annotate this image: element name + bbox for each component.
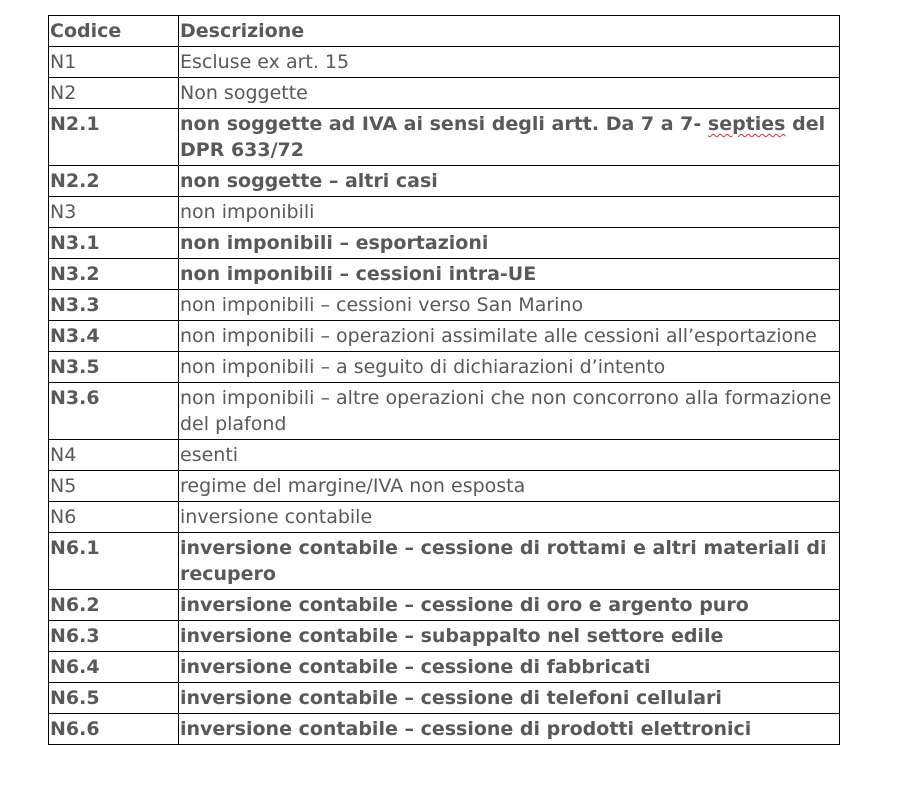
table-row bbox=[49, 321, 840, 352]
description-cell: Escluse ex art. 15 bbox=[179, 47, 840, 78]
code-cell: N3.6 bbox=[49, 383, 179, 440]
header-row bbox=[49, 16, 840, 47]
table-row bbox=[49, 78, 840, 109]
code-cell: N2 bbox=[49, 78, 179, 109]
table-row bbox=[49, 47, 840, 78]
code-cell: N6.4 bbox=[49, 652, 179, 683]
code-cell: N3.4 bbox=[49, 321, 179, 352]
table-row bbox=[49, 228, 840, 259]
code-cell: N6.6 bbox=[49, 714, 179, 745]
description-cell: non imponibili – operazioni assimilate alle cessioni all’esportazione bbox=[179, 321, 840, 352]
code-cell: N1 bbox=[49, 47, 179, 78]
spellcheck-flagged-word: septies bbox=[707, 113, 786, 135]
description-text: del DPR 633/72 bbox=[180, 113, 826, 161]
table-row bbox=[49, 683, 840, 714]
code-cell: N6.1 bbox=[49, 533, 179, 590]
table-row bbox=[49, 652, 840, 683]
code-cell: N6.3 bbox=[49, 621, 179, 652]
description-text: non soggette ad IVA ai sensi degli artt. Da 7 a 7- bbox=[180, 113, 708, 135]
table-row bbox=[49, 383, 840, 440]
code-cell: N6 bbox=[49, 502, 179, 533]
table-row bbox=[49, 714, 840, 745]
description-cell: non imponibili – cessioni verso San Marino bbox=[179, 290, 840, 321]
description-cell: non imponibili bbox=[179, 197, 840, 228]
description-cell: esenti bbox=[179, 440, 840, 471]
table-row bbox=[49, 109, 840, 166]
description-cell: inversione contabile bbox=[179, 502, 840, 533]
table-row bbox=[49, 440, 840, 471]
table-row bbox=[49, 352, 840, 383]
description-cell bbox=[179, 109, 840, 166]
code-cell: N6.2 bbox=[49, 590, 179, 621]
code-cell: N3.5 bbox=[49, 352, 179, 383]
description-cell: inversione contabile – cessione di fabbricati bbox=[179, 652, 840, 683]
description-cell: inversione contabile – cessione di oro e argento puro bbox=[179, 590, 840, 621]
code-cell: N2.1 bbox=[49, 109, 179, 166]
description-cell: non imponibili – cessioni intra-UE bbox=[179, 259, 840, 290]
code-cell: N2.2 bbox=[49, 166, 179, 197]
table-row bbox=[49, 290, 840, 321]
table-row bbox=[49, 197, 840, 228]
table-row bbox=[49, 259, 840, 290]
header-code: Codice bbox=[49, 16, 179, 47]
code-cell: N4 bbox=[49, 440, 179, 471]
description-cell: non imponibili – altre operazioni che non concorrono alla formazione del plafond bbox=[179, 383, 840, 440]
description-cell: non imponibili – a seguito di dichiarazioni d’intento bbox=[179, 352, 840, 383]
description-cell: non soggette – altri casi bbox=[179, 166, 840, 197]
description-cell: inversione contabile – cessione di prodotti elettronici bbox=[179, 714, 840, 745]
description-cell: inversione contabile – cessione di telefoni cellulari bbox=[179, 683, 840, 714]
code-cell: N6.5 bbox=[49, 683, 179, 714]
code-cell: N3 bbox=[49, 197, 179, 228]
table-row bbox=[49, 502, 840, 533]
table-row bbox=[49, 621, 840, 652]
header-description: Descrizione bbox=[179, 16, 840, 47]
description-cell: Non soggette bbox=[179, 78, 840, 109]
table-row bbox=[49, 590, 840, 621]
nature-codes-table bbox=[48, 15, 840, 745]
description-cell: inversione contabile – cessione di rottami e altri materiali di recupero bbox=[179, 533, 840, 590]
table-row bbox=[49, 166, 840, 197]
code-cell: N3.3 bbox=[49, 290, 179, 321]
description-cell: inversione contabile – subappalto nel settore edile bbox=[179, 621, 840, 652]
table-row bbox=[49, 533, 840, 590]
description-cell: non imponibili – esportazioni bbox=[179, 228, 840, 259]
table-row bbox=[49, 471, 840, 502]
code-cell: N5 bbox=[49, 471, 179, 502]
code-cell: N3.1 bbox=[49, 228, 179, 259]
code-cell: N3.2 bbox=[49, 259, 179, 290]
description-cell: regime del margine/IVA non esposta bbox=[179, 471, 840, 502]
